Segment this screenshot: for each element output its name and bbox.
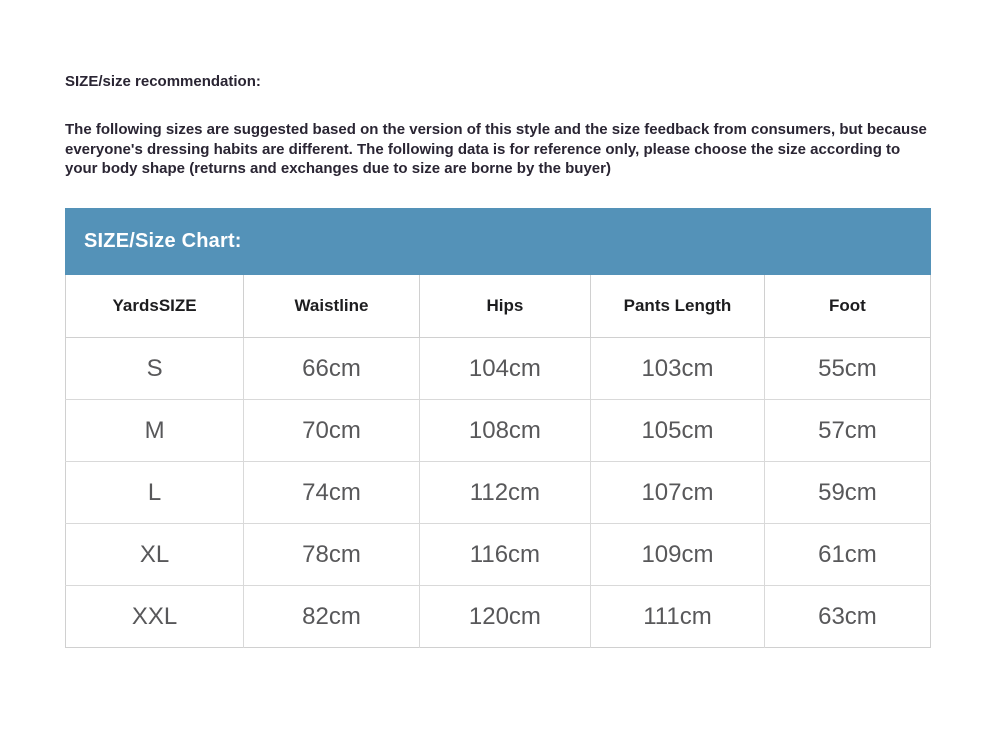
waistline-cell: 78cm xyxy=(244,524,420,586)
size-chart-title: SIZE/Size Chart: xyxy=(84,229,242,252)
hips-cell: 108cm xyxy=(419,400,590,462)
column-header-foot: Foot xyxy=(764,275,930,338)
table-row-s xyxy=(66,338,931,400)
column-header-row xyxy=(66,275,931,338)
size-cell: L xyxy=(66,462,244,524)
hips-cell: 104cm xyxy=(419,338,590,400)
size-recommendation-heading: SIZE/size recommendation: xyxy=(65,73,261,90)
hips-cell: 116cm xyxy=(419,524,590,586)
table-row-xl xyxy=(66,524,931,586)
size-cell: M xyxy=(66,400,244,462)
waistline-cell: 74cm xyxy=(244,462,420,524)
pants-length-cell: 105cm xyxy=(591,400,765,462)
size-cell: XL xyxy=(66,524,244,586)
size-guide-section xyxy=(0,72,1000,648)
pants-length-cell: 111cm xyxy=(591,586,765,648)
foot-cell: 57cm xyxy=(764,400,930,462)
foot-cell: 61cm xyxy=(764,524,930,586)
table-row-l xyxy=(66,462,931,524)
size-chart-title-bar xyxy=(65,208,931,275)
size-cell: S xyxy=(66,338,244,400)
waistline-cell: 66cm xyxy=(244,338,420,400)
waistline-cell: 82cm xyxy=(244,586,420,648)
pants-length-cell: 107cm xyxy=(591,462,765,524)
table-row-m xyxy=(66,400,931,462)
column-header-pants-length: Pants Length xyxy=(591,275,765,338)
size-chart-table xyxy=(65,275,931,649)
hips-cell: 112cm xyxy=(419,462,590,524)
foot-cell: 59cm xyxy=(764,462,930,524)
size-recommendation-paragraph: The following sizes are suggested based on the version of this style and the size feedback from consumers, but because everyone's dressing habits are different. The following data is for reference only, please choose the size according to your body shape (returns and exchanges due to size are borne by the buyer) xyxy=(65,121,927,177)
foot-cell: 55cm xyxy=(764,338,930,400)
pants-length-cell: 103cm xyxy=(591,338,765,400)
size-cell: XXL xyxy=(66,586,244,648)
column-header-yards-size: YardsSIZE xyxy=(66,275,244,338)
foot-cell: 63cm xyxy=(764,586,930,648)
waistline-cell: 70cm xyxy=(244,400,420,462)
pants-length-cell: 109cm xyxy=(591,524,765,586)
hips-cell: 120cm xyxy=(419,586,590,648)
column-header-hips: Hips xyxy=(419,275,590,338)
column-header-waistline: Waistline xyxy=(244,275,420,338)
table-row-xxl xyxy=(66,586,931,648)
